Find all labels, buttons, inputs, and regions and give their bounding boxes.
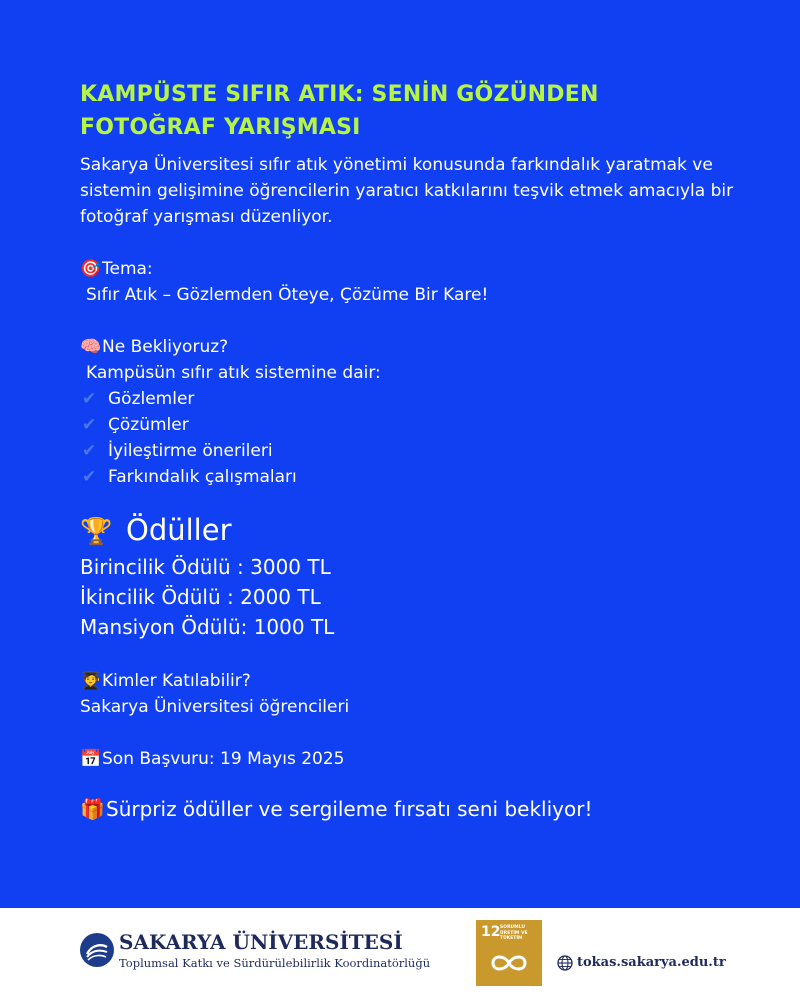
- award-second: İkincilik Ödülü : 2000 TL: [80, 585, 321, 609]
- deadline-line: [80, 746, 740, 772]
- university-name: SAKARYA ÜNİVERSİTESİ: [119, 930, 403, 954]
- theme-label: Tema:: [102, 259, 153, 279]
- sdg-number: 12: [481, 924, 501, 940]
- award-honorable: Mansiyon Ödülü: 1000 TL: [80, 615, 335, 639]
- infinity-icon: [489, 952, 529, 974]
- surprise-line: [80, 794, 740, 824]
- sdg-text: SORUMLU ÜRETİM VE TÜKETİM: [500, 925, 528, 941]
- awards-label: Ödüller: [126, 513, 232, 547]
- list-item: ✔ İyileştirme önerileri: [82, 438, 740, 464]
- check-icon: ✔: [82, 389, 97, 409]
- deadline-text: Son Başvuru: 19 Mayıs 2025: [102, 749, 345, 769]
- poster-title: KAMPÜSTE SIFIR ATIK: SENİN GÖZÜNDEN FOTOĞRAF YARIŞMASI: [80, 82, 599, 140]
- brain-icon: 🧠: [80, 337, 102, 357]
- sdg-12-badge: [476, 920, 542, 986]
- awards-heading: [80, 510, 740, 552]
- intro-paragraph: Sakarya Üniversitesi sıfır atık yönetimi konusunda farkındalık yaratmak ve sistemin gelişimine öğrencilerin yaratıcı katkılarını teşvik etmek amacıyla bir fotoğraf yarışması düzenliyor.: [80, 155, 734, 227]
- list-item: ✔ Gözlemler: [82, 386, 740, 412]
- theme-text: Sıfır Atık – Gözlemden Öteye, Çözüme Bir Kare!: [86, 285, 489, 305]
- list-item: ✔ Çözümler: [82, 412, 740, 438]
- who-heading: [80, 668, 740, 694]
- globe-icon: [557, 955, 573, 971]
- surprise-text: Sürpriz ödüller ve sergileme fırsatı seni bekliyor!: [106, 797, 593, 821]
- target-icon: 🎯: [80, 259, 102, 279]
- footer: [0, 908, 800, 1000]
- expect-heading: [80, 334, 740, 360]
- check-icon: ✔: [82, 415, 97, 435]
- check-icon: ✔: [82, 441, 97, 461]
- theme-heading: [80, 256, 740, 282]
- check-icon: ✔: [82, 467, 97, 487]
- expect-text: Kampüsün sıfır atık sistemine dair:: [86, 363, 381, 383]
- who-text: Sakarya Üniversitesi öğrencileri: [80, 697, 350, 717]
- award-first: Birincilik Ödülü : 3000 TL: [80, 555, 331, 579]
- list-item: ✔ Farkındalık çalışmaları: [82, 464, 740, 490]
- student-icon: 🧑‍🎓: [80, 671, 102, 691]
- trophy-icon: 🏆: [80, 517, 113, 547]
- expect-label: Ne Bekliyoruz?: [102, 337, 229, 357]
- expect-list: [80, 386, 740, 490]
- website-link[interactable]: tokas.sakarya.edu.tr: [577, 955, 726, 970]
- unit-name: Toplumsal Katkı ve Sürdürülebilirlik Koordinatörlüğü: [119, 956, 431, 970]
- gift-icon: 🎁: [80, 797, 105, 821]
- calendar-icon: 📅: [80, 749, 102, 769]
- poster-content: [80, 78, 740, 824]
- university-logo-icon: [80, 933, 114, 967]
- who-label: Kimler Katılabilir?: [102, 671, 251, 691]
